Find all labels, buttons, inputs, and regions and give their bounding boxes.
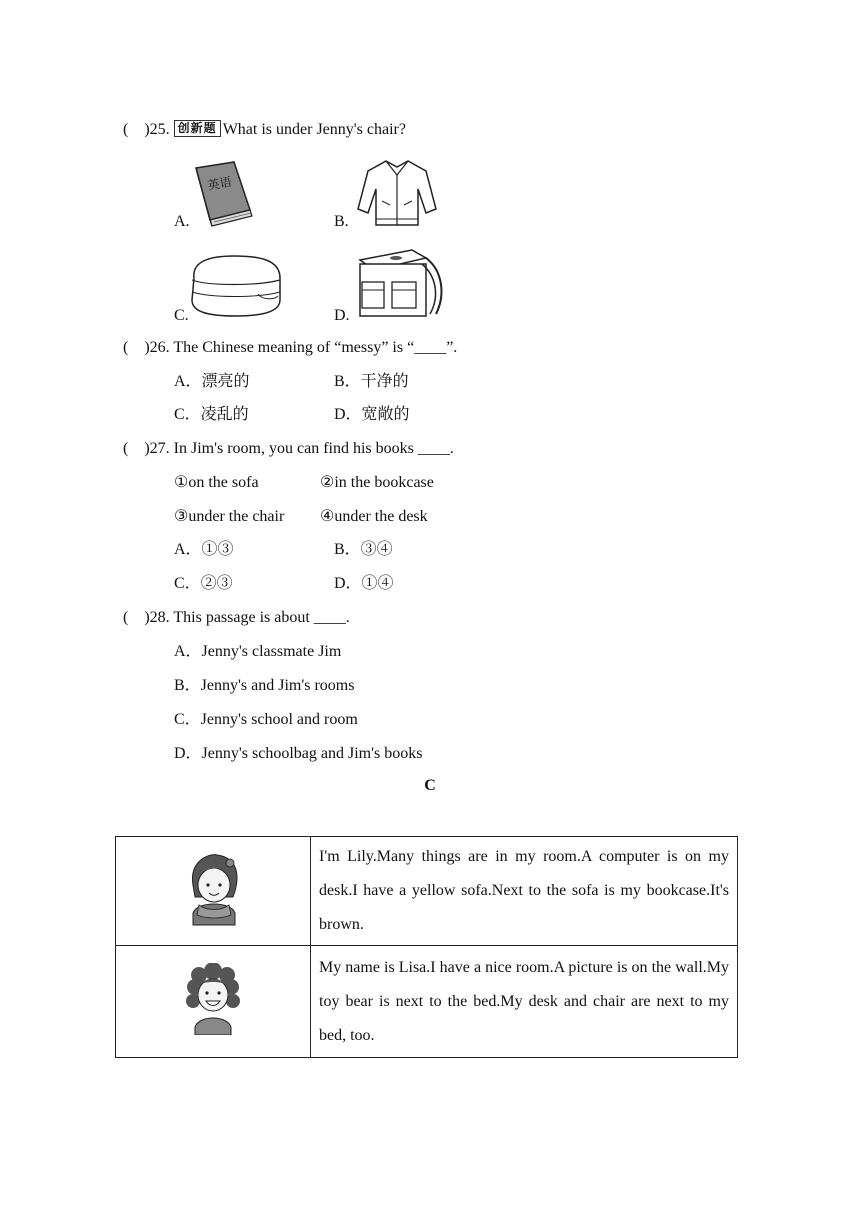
lisa-girl-icon: [181, 963, 245, 1035]
avatar-cell: [116, 946, 311, 1058]
innovation-badge: 创新题: [174, 120, 221, 137]
lisa-passage-text: My name is Lisa.I have a nice room.A picture is on the wall.My toy bear is next to the bed.My desk and chair are next to my bed, too.: [311, 946, 738, 1058]
q26-option-a: A．漂亮的: [174, 373, 250, 390]
english-book-icon: [188, 158, 256, 228]
option-c-label: C.: [174, 307, 189, 324]
q27-item-4: ④under the desk: [320, 508, 428, 525]
lily-passage-text: I'm Lily.Many things are in my room.A computer is on my desk.I have a yellow sofa.Next to the sofa is my bookcase.It's brown.: [311, 837, 738, 946]
passage-c-table: [115, 836, 738, 1058]
table-row: [116, 946, 738, 1058]
q27-option-d: D．①④: [334, 575, 394, 592]
question-26-stem: ( )26. The Chinese meaning of “messy” is “____”.: [123, 339, 458, 356]
option-a-label: A.: [174, 213, 190, 230]
quilt-icon: [188, 248, 284, 320]
section-c-heading: C: [424, 777, 436, 794]
book-cover-text: 英语: [206, 174, 233, 193]
q26-option-d: D．宽敞的: [334, 406, 410, 423]
question-text: What is under Jenny's chair?: [222, 121, 406, 138]
jacket-icon: [356, 155, 438, 229]
q28-option-d: D．Jenny's schoolbag and Jim's books: [174, 745, 423, 762]
q28-option-b: B．Jenny's and Jim's rooms: [174, 677, 355, 694]
table-row: [116, 837, 738, 946]
q27-item-2: ②in the bookcase: [320, 474, 434, 491]
q28-option-a: A．Jenny's classmate Jim: [174, 643, 342, 660]
schoolbag-icon: [352, 244, 450, 320]
q26-option-b: B．干净的: [334, 373, 409, 390]
question-27-stem: ( )27. In Jim's room, you can find his books ____.: [123, 440, 454, 457]
avatar-cell: [116, 837, 311, 946]
q26-option-c: C．凌乱的: [174, 406, 249, 423]
q27-option-a: A．①③: [174, 541, 234, 558]
question-28-stem: ( )28. This passage is about ____.: [123, 609, 350, 626]
option-b-label: B.: [334, 213, 349, 230]
question-number: ( )25.: [123, 121, 170, 138]
q28-option-c: C．Jenny's school and room: [174, 711, 358, 728]
question-25-stem: [123, 120, 406, 140]
q27-item-1: ①on the sofa: [174, 474, 259, 491]
q27-option-c: C．②③: [174, 575, 233, 592]
q27-option-b: B．③④: [334, 541, 393, 558]
option-d-label: D.: [334, 307, 350, 324]
lily-girl-icon: [181, 851, 245, 927]
q27-item-3: ③under the chair: [174, 508, 285, 525]
